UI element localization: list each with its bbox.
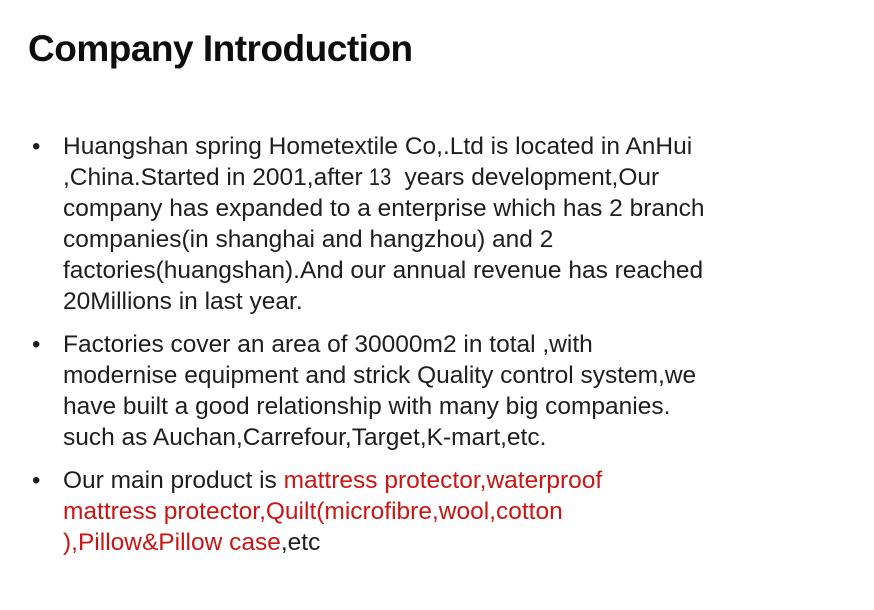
text-segment: companies(in shanghai and hangzhou) and 2 bbox=[63, 226, 554, 253]
bullet-item bbox=[30, 131, 854, 317]
bullet-marker: • bbox=[32, 467, 41, 494]
text-line bbox=[63, 193, 854, 224]
text-line bbox=[63, 422, 854, 453]
bullet-marker: • bbox=[32, 133, 41, 160]
text-line bbox=[63, 465, 854, 496]
text-line bbox=[63, 527, 854, 558]
text-segment: ,China.Started in 2001,after bbox=[63, 164, 370, 191]
page-title: Company Introduction bbox=[28, 28, 413, 69]
text-segment: such as Auchan,Carrefour,Target,K-mart,etc. bbox=[63, 424, 547, 451]
text-segment: 13 bbox=[369, 164, 393, 191]
text-line bbox=[63, 286, 854, 317]
text-segment: ),Pillow&Pillow case bbox=[63, 529, 281, 556]
text-line bbox=[63, 360, 854, 391]
text-line bbox=[63, 131, 854, 162]
bullet-item bbox=[30, 329, 854, 453]
bullet-item bbox=[30, 465, 854, 558]
text-segment: 20Millions in last year. bbox=[63, 288, 303, 315]
text-line bbox=[63, 162, 854, 193]
text-segment: have built a good relationship with many big companies. bbox=[63, 393, 671, 420]
text-segment: mattress protector,waterproof bbox=[283, 467, 603, 494]
text-segment: company has expanded to a enterprise which has 2 branch bbox=[63, 195, 705, 222]
text-segment: Factories cover an area of 30000m2 in total ,with bbox=[63, 331, 593, 358]
text-line bbox=[63, 329, 854, 360]
text-segment: mattress protector,Quilt(microfibre,wool,cotton bbox=[63, 498, 563, 525]
text-segment: ,etc bbox=[280, 529, 321, 556]
bullet-list bbox=[30, 131, 854, 570]
text-line bbox=[63, 224, 854, 255]
text-line bbox=[63, 496, 854, 527]
text-line bbox=[63, 255, 854, 286]
text-segment: modernise equipment and strick Quality control system,we bbox=[63, 362, 697, 389]
text-line bbox=[63, 391, 854, 422]
text-segment: factories(huangshan).And our annual revenue has reached bbox=[63, 257, 704, 284]
text-segment: Huangshan spring Hometextile Co,.Ltd is located in AnHui bbox=[63, 133, 693, 160]
text-segment: Our main product is bbox=[63, 467, 284, 494]
bullet-marker: • bbox=[32, 331, 41, 358]
text-segment: years development,Our bbox=[397, 164, 660, 191]
